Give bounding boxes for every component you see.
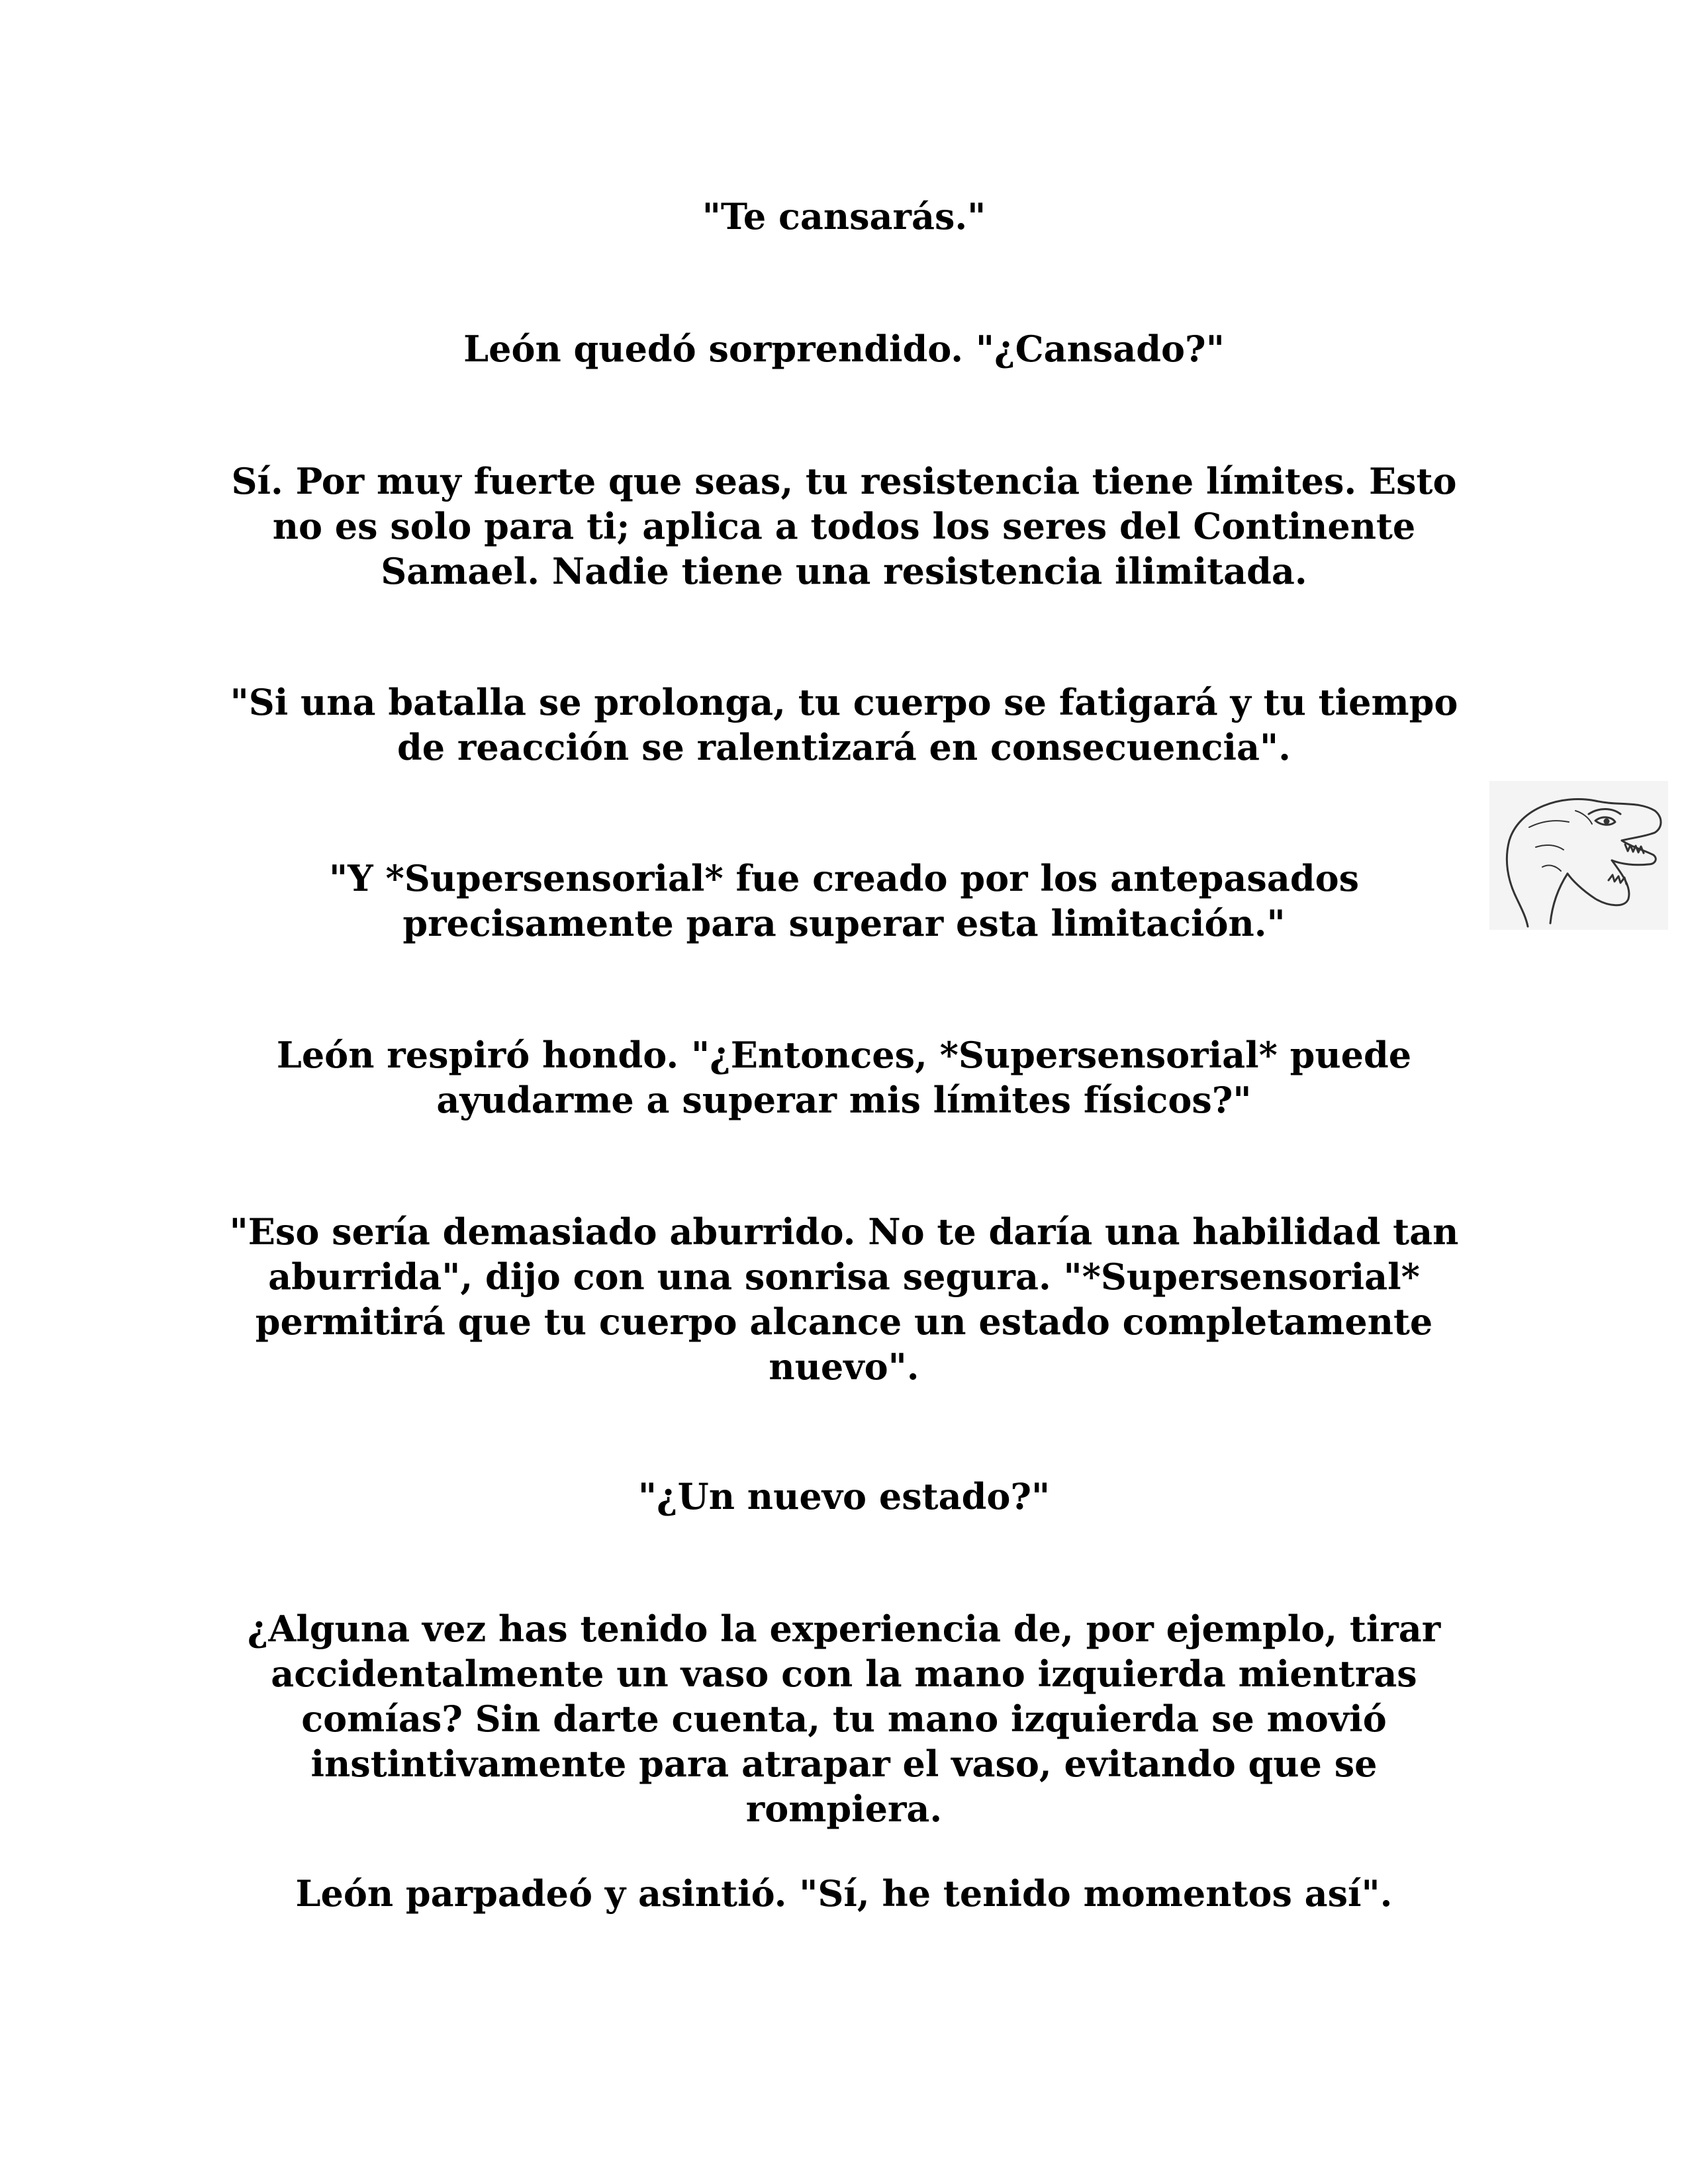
paragraph-4: "Si una batalla se prolonga, tu cuerpo se fatigará y tu tiempo de reacción se ralentizará en consecuencia". [230, 681, 1458, 768]
paragraph-7: "Eso sería demasiado aburrido. No te daría una habilidad tan aburrida", dijo con una sonrisa segura. "*Supersensorial* permitirá que tu cuerpo alcance un estado completamente nuevo". [229, 1210, 1459, 1388]
paragraph-9: ¿Alguna vez has tenido la experiencia de, por ejemplo, tirar accidentalmente un vaso con la mano izquierda mientras comías? Sin darte cuenta, tu mano izquierda se movió instintivamente para atrapar el vaso, evitando que se rompiera. [247, 1608, 1441, 1830]
paragraph-3: Sí. Por muy fuerte que seas, tu resistencia tiene límites. Esto no es solo para ti; aplica a todos los seres del Continente Samael. Nadie tiene una resistencia ilimitada. [231, 460, 1457, 592]
paragraph-5: "Y *Supersensorial* fue creado por los antepasados precisamente para superar esta limitación." [328, 857, 1359, 944]
paragraph-6: León respiró hondo. "¿Entonces, *Supersensorial* puede ayudarme a superar mis límites físicos?" [276, 1034, 1412, 1121]
dinosaur-head-sketch-icon [1489, 781, 1668, 930]
paragraph-8: "¿Un nuevo estado?" [637, 1475, 1051, 1518]
paragraph-10: León parpadeó y asintió. "Sí, he tenido momentos así". [295, 1872, 1393, 1915]
paragraph-2: León quedó sorprendido. "¿Cansado?" [463, 328, 1225, 370]
paragraph-1: "Te cansarás." [702, 195, 986, 238]
